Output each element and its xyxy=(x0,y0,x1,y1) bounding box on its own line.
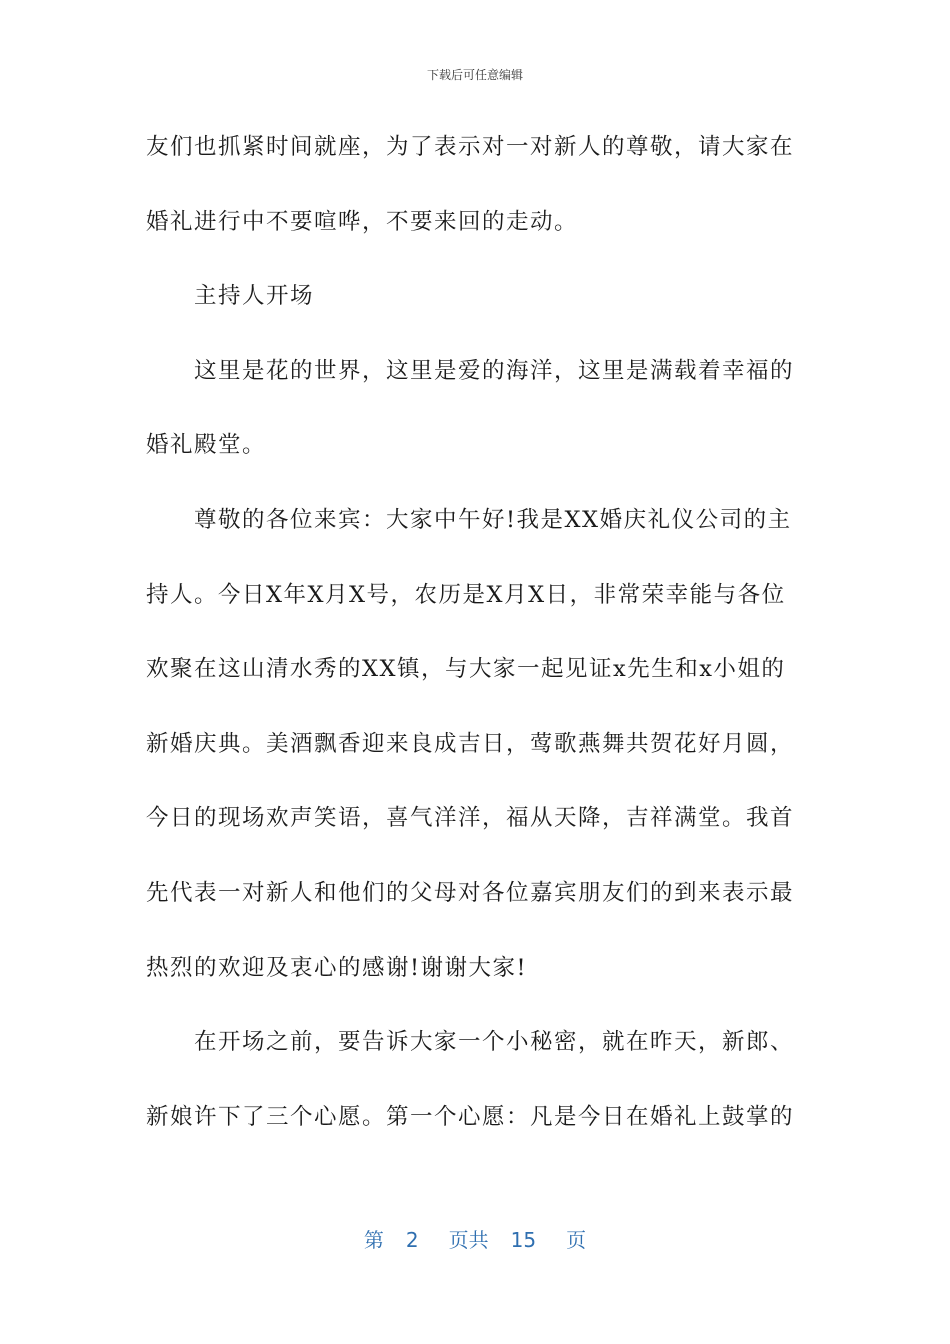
text-line: 今日的现场欢声笑语，喜气洋洋，福从天降，吉祥满堂。我首 xyxy=(146,805,795,832)
text-line: 先代表一对新人和他们的父母对各位嘉宾朋友们的到来表示最 xyxy=(146,879,795,906)
document-body xyxy=(146,110,806,1154)
page-mid-label: 页共 xyxy=(448,1228,489,1252)
page-number: 2 xyxy=(405,1228,419,1252)
text-line: 热烈的欢迎及衷心的感谢!谢谢大家! xyxy=(146,954,528,981)
text-line: 婚礼殿堂。 xyxy=(146,432,267,459)
page-end-label: 页 xyxy=(566,1228,587,1252)
text-line: 持人。今日X年X月X号，农历是X月X日，非常荣幸能与各位 xyxy=(146,581,786,608)
text-line: 在开场之前，要告诉大家一个小秘密，就在昨天，新郎、 xyxy=(194,1029,795,1056)
text-line: 新娘许下了三个心愿。第一个心愿：凡是今日在婚礼上鼓掌的 xyxy=(146,1103,795,1130)
text-line: 友们也抓紧时间就座，为了表示对一对新人的尊敬，请大家在 xyxy=(146,134,795,160)
page-label: 第 xyxy=(363,1228,384,1252)
text-line: 欢聚在这山清水秀的XX镇，与大家一起见证x先生和x小姐的 xyxy=(146,656,786,683)
section-heading: 主持人开场 xyxy=(194,283,315,310)
text-line: 这里是花的世界，这里是爱的海洋，这里是满载着幸福的 xyxy=(194,357,795,384)
header-note: 下载后可任意编辑 xyxy=(426,68,523,82)
total-pages: 15 xyxy=(510,1228,537,1252)
text-line: 尊敬的各位来宾：大家中午好!我是XX婚庆礼仪公司的主 xyxy=(194,506,792,533)
page-footer xyxy=(0,1224,950,1253)
text-line: 婚礼进行中不要喧哗，不要来回的走动。 xyxy=(146,208,579,235)
text-line: 新婚庆典。美酒飘香迎来良成吉日，莺歌燕舞共贺花好月圆， xyxy=(146,730,795,757)
